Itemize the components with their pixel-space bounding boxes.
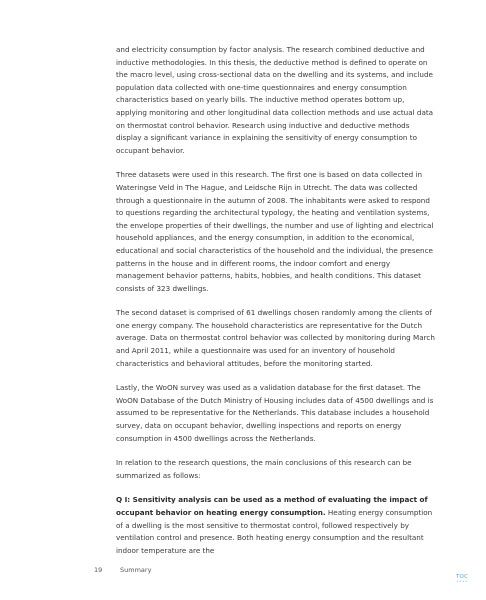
toc-link[interactable] (456, 574, 468, 584)
toc-label: TOC (456, 574, 469, 580)
question-one-label: Q I: Sensitivity analysis can be used as a method of evaluating the impact of occupant behavior on heating energy consumption. (116, 495, 428, 517)
paragraph-methodology: and electricity consumption by factor analysis. The research combined deductive and inductive methodologies. In this thesis, the deductive method is defined to operate on the macro level, using cross-sectional data on the dwelling and its systems, and include population data collected with one-time questionnaires and energy consumption characteristics based on yearly bills. The inductive method operates bottom up, applying monitoring and other longitudinal data collection methods and use actual data on thermostat control behavior. Research using inductive and deductive methods display a significant variance in explaining the sensitivity of energy consumption to occupant behavior. (116, 45, 434, 155)
toc-dots-icon: •••• (456, 579, 468, 584)
footer-section-label: Summary (120, 566, 152, 574)
paragraph-question-one (116, 494, 436, 557)
question-one-text: Heating energy consumption of a dwelling is the most sensitive to thermostat control, followed respectively by ventilation control and presence. Both heating energy consumption and the resultant indoor temperature are the (116, 508, 433, 555)
page-number: 19 (94, 566, 103, 574)
paragraph-woon-survey: Lastly, the WoON survey was used as a validation database for the first dataset. The WoON Database of the Dutch Ministry of Housing includes data of 4500 dwellings and is assumed to be representative for the Netherlands. This database includes a household survey, data on occupant behavior, dwelling inspections and reports on energy consumption in 4500 dwellings across the Netherlands. (116, 383, 434, 443)
paragraph-dataset-two: The second dataset is comprised of 61 dwellings chosen randomly among the clients of one energy company. The household characteristics are representative for the Dutch average. Data on thermostat control behavior was collected by monitoring during March and April 2011, while a questionnaire was used for an inventory of household characteristics and behavioral attitudes, before the monitoring started. (116, 308, 435, 368)
page-body (116, 44, 436, 569)
page-footer (94, 566, 151, 574)
paragraph-conclusions-intro: In relation to the research questions, the main conclusions of this research can be summarized as follows: (116, 458, 412, 480)
paragraph-dataset-one: Three datasets were used in this research. The first one is based on data collected in Wateringse Veld in The Hague, and Leidsche Rijn in Utrecht. The data was collected through a questionnaire in the autumn of 2008. The inhabitants were asked to respond to questions regarding the architectural typology, the heating and ventilation systems, the envelope properties of their dwellings, the number and use of lighting and electrical household appliances, and the energy consumption, in addition to the economical, educational and social characteristics of the household and the individual, the presence patterns in the house and in different rooms, the indoor comfort and energy management behavior patterns, habits, hobbies, and health conditions. This dataset consists of 323 dwellings. (116, 170, 434, 293)
